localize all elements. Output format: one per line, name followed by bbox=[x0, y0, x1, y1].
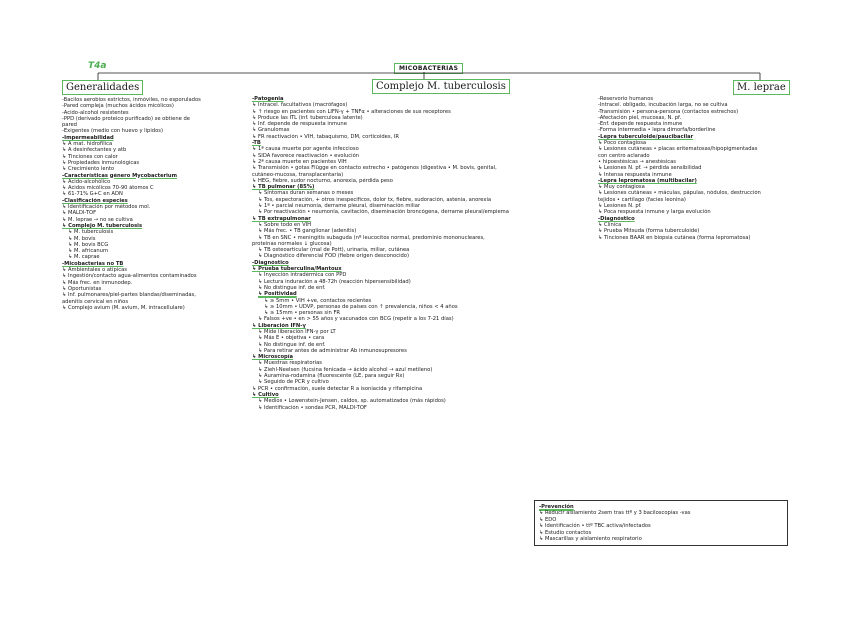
note-line: ↳ Reducir aislamiento 2sem tras ttº y 3 baciloscopias -vas bbox=[539, 510, 691, 517]
note-line: ↳ Inf. depende de respuesta inmune bbox=[252, 121, 347, 128]
note-line: ↳ M. tuberculosis bbox=[68, 229, 114, 236]
note-line: -Reservorio humanos bbox=[598, 96, 654, 102]
note-line: ↳ Poca respuesta inmune y larga evolución bbox=[598, 209, 711, 216]
tuberculosis-notes bbox=[252, 96, 590, 411]
note-line: -Patogenia bbox=[252, 96, 284, 102]
note-line: • hipoestésicas → anestésicas bbox=[598, 158, 677, 165]
note-line: -Diagnóstico bbox=[598, 215, 635, 222]
note-line: tejidos • cartílago (facies leonina) bbox=[598, 196, 686, 203]
note-line: ↳ Clínica bbox=[598, 221, 622, 228]
note-line: ↳ Complejo avium (M. avium, M. intracellulare) bbox=[62, 304, 185, 311]
note-line: ↳ Ambientales o atípicas bbox=[62, 267, 127, 274]
leprae-notes bbox=[598, 96, 786, 241]
note-line: ↳ Produce las ITL (inf. tuberculosa latente) bbox=[252, 114, 363, 121]
note-line: ↳ Sobre todo en VIH bbox=[258, 221, 312, 228]
note-line: ↳ ≥ 5mm • VIH +ve, contactos recientes bbox=[264, 297, 372, 304]
note-line: ↳ Más E • objetiva • cara bbox=[258, 335, 325, 342]
note-line: -Pared compleja (muchos ácidos micólicos) bbox=[62, 103, 174, 110]
note-line: ↳ Complejo M. tuberculosis bbox=[62, 222, 143, 229]
note-line: ↳ TB pulmonar (85%) bbox=[252, 184, 315, 191]
note-line: adenitis cervical en niños bbox=[62, 298, 129, 305]
note-line: ↳ M. bovis BCG bbox=[68, 241, 109, 248]
note-line: ↳ A desinfectantes y atb bbox=[62, 147, 127, 154]
note-line: ↳ Lesiones N. pf. → pérdida sensibilidad bbox=[598, 165, 702, 172]
note-line: -Diagnóstico bbox=[252, 259, 289, 266]
section-generalidades: Generalidades bbox=[62, 80, 143, 95]
note-line: ↳ Lesiones cutáneas • máculas, pápulas, nódulos, destrucción bbox=[598, 190, 761, 197]
note-line: ↳ Prueba Mitsuda (forma tuberculoide) bbox=[598, 228, 700, 235]
note-line: ↳ Identificación • ttº TBC activa/infectados bbox=[539, 523, 651, 530]
note-line: ↳ ≥ 10mm • UDVP, personas de países con ↑ prevalencia, niños < 4 años bbox=[264, 303, 458, 310]
note-line: ↳ ≥ 15mm • personas sin FR bbox=[264, 310, 341, 317]
section-complejo-tuberculosis: Complejo M. tuberculosis bbox=[372, 79, 510, 94]
note-line: ↳ M. caprae bbox=[68, 254, 100, 261]
note-line: ↳ Prueba tuberculina/Mantoux bbox=[252, 266, 342, 273]
note-line: -Impermeabilidad bbox=[62, 134, 114, 141]
note-line: ↳ Muy contagiosa bbox=[598, 184, 645, 191]
note-line: -Características género Mycobacterium bbox=[62, 172, 178, 179]
page-tag: T4a bbox=[88, 61, 107, 71]
section-m-leprae: M. leprae bbox=[733, 80, 790, 95]
note-line: -Lepra lepromatosa (multibacilar) bbox=[598, 177, 697, 184]
note-line: ↳ Mascarillas y aislamiento respiratorio bbox=[539, 536, 642, 543]
note-line: ↳ Falsos +ve • en > 55 años y vacunados con BCG (repetir a los 7-21 días) bbox=[258, 316, 454, 323]
note-line: ↳ Granulomas bbox=[252, 127, 290, 134]
note-line: ↳ Tos, expectoración, + otros inespecíficos, dolor tx, fiebre, sudoración, astenia, anorexia bbox=[258, 196, 492, 203]
note-line: ↳ Lesiones cutáneas • placas eritematosas/hipopigmentadas bbox=[598, 146, 758, 153]
note-line: ↳ Positividad bbox=[258, 291, 297, 298]
note-line: ↳ 1ª • parcial neumonía, derrame pleural, diseminación miliar bbox=[258, 203, 421, 210]
note-line: ↳ PCR • confirmación, suele detectar R a isoniacida y rifampicina bbox=[252, 385, 423, 392]
note-line: ↳ Crecimiento lento bbox=[62, 166, 115, 173]
note-line: ↳ Auramina-rodamina (fluorescente (LE, para seguir Rx) bbox=[258, 373, 405, 380]
note-line: ↳ No distingue inf. de enf. bbox=[258, 341, 326, 348]
note-line: -Bacilos aerobios estrictos, inmóviles, no esporulados bbox=[62, 97, 201, 103]
note-line: ↳ HEG, fiebre, sudor nocturno, anorexia, pérdida peso bbox=[252, 177, 393, 184]
note-line: ↳ Mide liberación IFN-γ por LT bbox=[258, 328, 336, 335]
note-line: ↳ Liberación IFN-γ bbox=[252, 322, 306, 329]
note-line: -Ácido-alcohol resistentes bbox=[62, 109, 129, 116]
note-line: ↳ Lectura induración a 48-72h (reacción hipersensibilidad) bbox=[258, 278, 411, 285]
note-line: -Clasificación especies bbox=[62, 197, 128, 204]
note-line: ↳ Para retirar antes de administrar Ab inmunosupresores bbox=[258, 347, 407, 354]
prevention-box bbox=[534, 500, 788, 546]
note-line: ↳ Propiedades inmunológicas bbox=[62, 159, 140, 166]
note-line: ↳ Microscopía bbox=[252, 354, 294, 361]
note-line: ↳ Tinciones BAAR en biopsia cutánea (forma lepromatosa) bbox=[598, 234, 751, 241]
note-line: ↳ Ziehl-Neelsen (fucsina fenicada → ácido alcohol → azul metileno) bbox=[258, 366, 433, 373]
note-line: ↳ EDO bbox=[539, 516, 557, 523]
note-line: ↳ Identificación por métodos mol. bbox=[62, 204, 151, 211]
note-line: -PPD (derivado proteico purificado) se obtiene de bbox=[62, 115, 190, 122]
note-line: ↳ M. africanum bbox=[68, 248, 109, 255]
note-line: -Afectación piel, mucosas, N. pf. bbox=[598, 114, 682, 121]
note-line: ↳ SIDA favorece reactivación • evolución bbox=[252, 152, 360, 159]
note-line: -Forma intermedia • lepra dimorfa/borderline bbox=[598, 127, 716, 134]
note-line: proteínas normales ↓ glucosa) bbox=[252, 240, 332, 247]
note-line: ↳ Intracel. facultativos (macrófagos) bbox=[252, 102, 348, 109]
note-line: ↳ MALDI-TOF bbox=[62, 210, 97, 217]
note-line: ↳ Más frec. en inmunodep. bbox=[62, 279, 133, 286]
note-line: ↳ Lesiones N. pf. bbox=[598, 203, 642, 210]
note-line: ↳ Oportunistas bbox=[62, 285, 102, 292]
note-line: ↳ Poco contagiosa bbox=[598, 140, 647, 147]
note-line: ↳ TB en SNC • meningitis subaguda (nº leucocitos normal, predominio mononucleares, bbox=[258, 234, 485, 241]
note-line: ↳ Medios • Lowenstein-Jensen, caldos, sp. automatizados (más rápidos) bbox=[258, 398, 446, 405]
note-line: ↳ TB extrapulmonar bbox=[252, 215, 311, 222]
note-line: ↳ M. leprae → no se cultiva bbox=[62, 216, 133, 223]
note-line: ↳ Transmisión • gotas Flügge en contacto estrecho • patógenos (digestiva • M. bovis, genital, bbox=[252, 165, 497, 172]
note-line: ↳ Por reactivación • neumonía, cavitación, diseminación broncógena, derrame pleural/empiema bbox=[258, 209, 509, 216]
note-line: -TB bbox=[252, 140, 261, 147]
note-line: ↳ 61-71% G+C en ADN bbox=[62, 191, 123, 198]
note-line: -Enf. depende respuesta inmune bbox=[598, 121, 683, 128]
note-line: ↳ Diagnóstico diferencial FOD (fiebre origen desconocido) bbox=[258, 253, 410, 260]
note-line: ↳ ↑ riesgo en pacientes con LIFN-γ + TNFα • alteraciones de sus receptores bbox=[252, 108, 451, 115]
note-line: ↳ Ácido-alcohólico bbox=[62, 178, 111, 185]
note-line: ↳ No distingue inf. de enf. bbox=[258, 284, 326, 291]
note-line: ↳ 1ª causa muerte por agente infeccioso bbox=[252, 146, 359, 153]
main-title: MICOBACTERIAS bbox=[394, 63, 463, 74]
note-line: ↳ Identificación • sondas PCR, MALDI-TOF bbox=[258, 404, 367, 411]
note-line: ↳ Ingestión/contacto agua-alimentos contaminados bbox=[62, 273, 197, 280]
note-line: ↳ M. bovis bbox=[68, 235, 96, 242]
note-line: ↳ Cultivo bbox=[252, 391, 279, 398]
note-line: ↳ Intensa respuesta inmune bbox=[598, 171, 672, 178]
note-line: -Exigentes (medio con huevo y lípidos) bbox=[62, 128, 163, 135]
note-line: pared bbox=[62, 122, 77, 129]
note-line: -Lepra tuberculoide/paucibacilar bbox=[598, 133, 694, 140]
note-line: ↳ A mat. hidrofílica bbox=[62, 141, 113, 148]
note-line: ↳ Tinciones con calor bbox=[62, 153, 118, 160]
note-line: ↳ Más frec. • TB ganglionar (adenitis) bbox=[258, 228, 357, 235]
note-line: ↳ Seguido de PCR y cultivo bbox=[258, 379, 329, 386]
note-line: -Micobacterias no TB bbox=[62, 260, 124, 267]
note-line: -Transmisión • persona-persona (contactos estrechos) bbox=[598, 108, 739, 115]
note-line: ↳ Estudio contactos bbox=[539, 529, 592, 536]
note-line: cutáneo-mucosa, transplacentaria) bbox=[252, 171, 344, 178]
note-line: ↳ Inf. pulmonares/piel-partes blandas/diseminadas, bbox=[62, 292, 196, 299]
note-line: ↳ TB osteoarticular (mal de Pott), urinaria, miliar, cutánea bbox=[258, 247, 410, 254]
note-line: ↳ Ácidos micólicos 70-90 átomos C bbox=[62, 185, 154, 192]
note-line: ↳ Síntomas duran semanas o meses bbox=[258, 190, 354, 197]
note-line: ↳ 2ª causa muerte en pacientes VIH bbox=[252, 158, 347, 165]
note-line: -Prevención bbox=[539, 504, 574, 510]
note-line: ↳ Inyección intradérmica con PPD bbox=[258, 272, 347, 279]
note-line: ↳ FR reactivación • VIH, tabaquismo, DM, corticoides, IR bbox=[252, 133, 400, 140]
note-line: con centro aclarado bbox=[598, 152, 650, 159]
note-line: ↳ Muestras respiratorias bbox=[258, 360, 322, 367]
generalidades-notes bbox=[62, 97, 252, 311]
note-line: -Intracel. obligado, incubación larga, no se cultiva bbox=[598, 102, 728, 109]
